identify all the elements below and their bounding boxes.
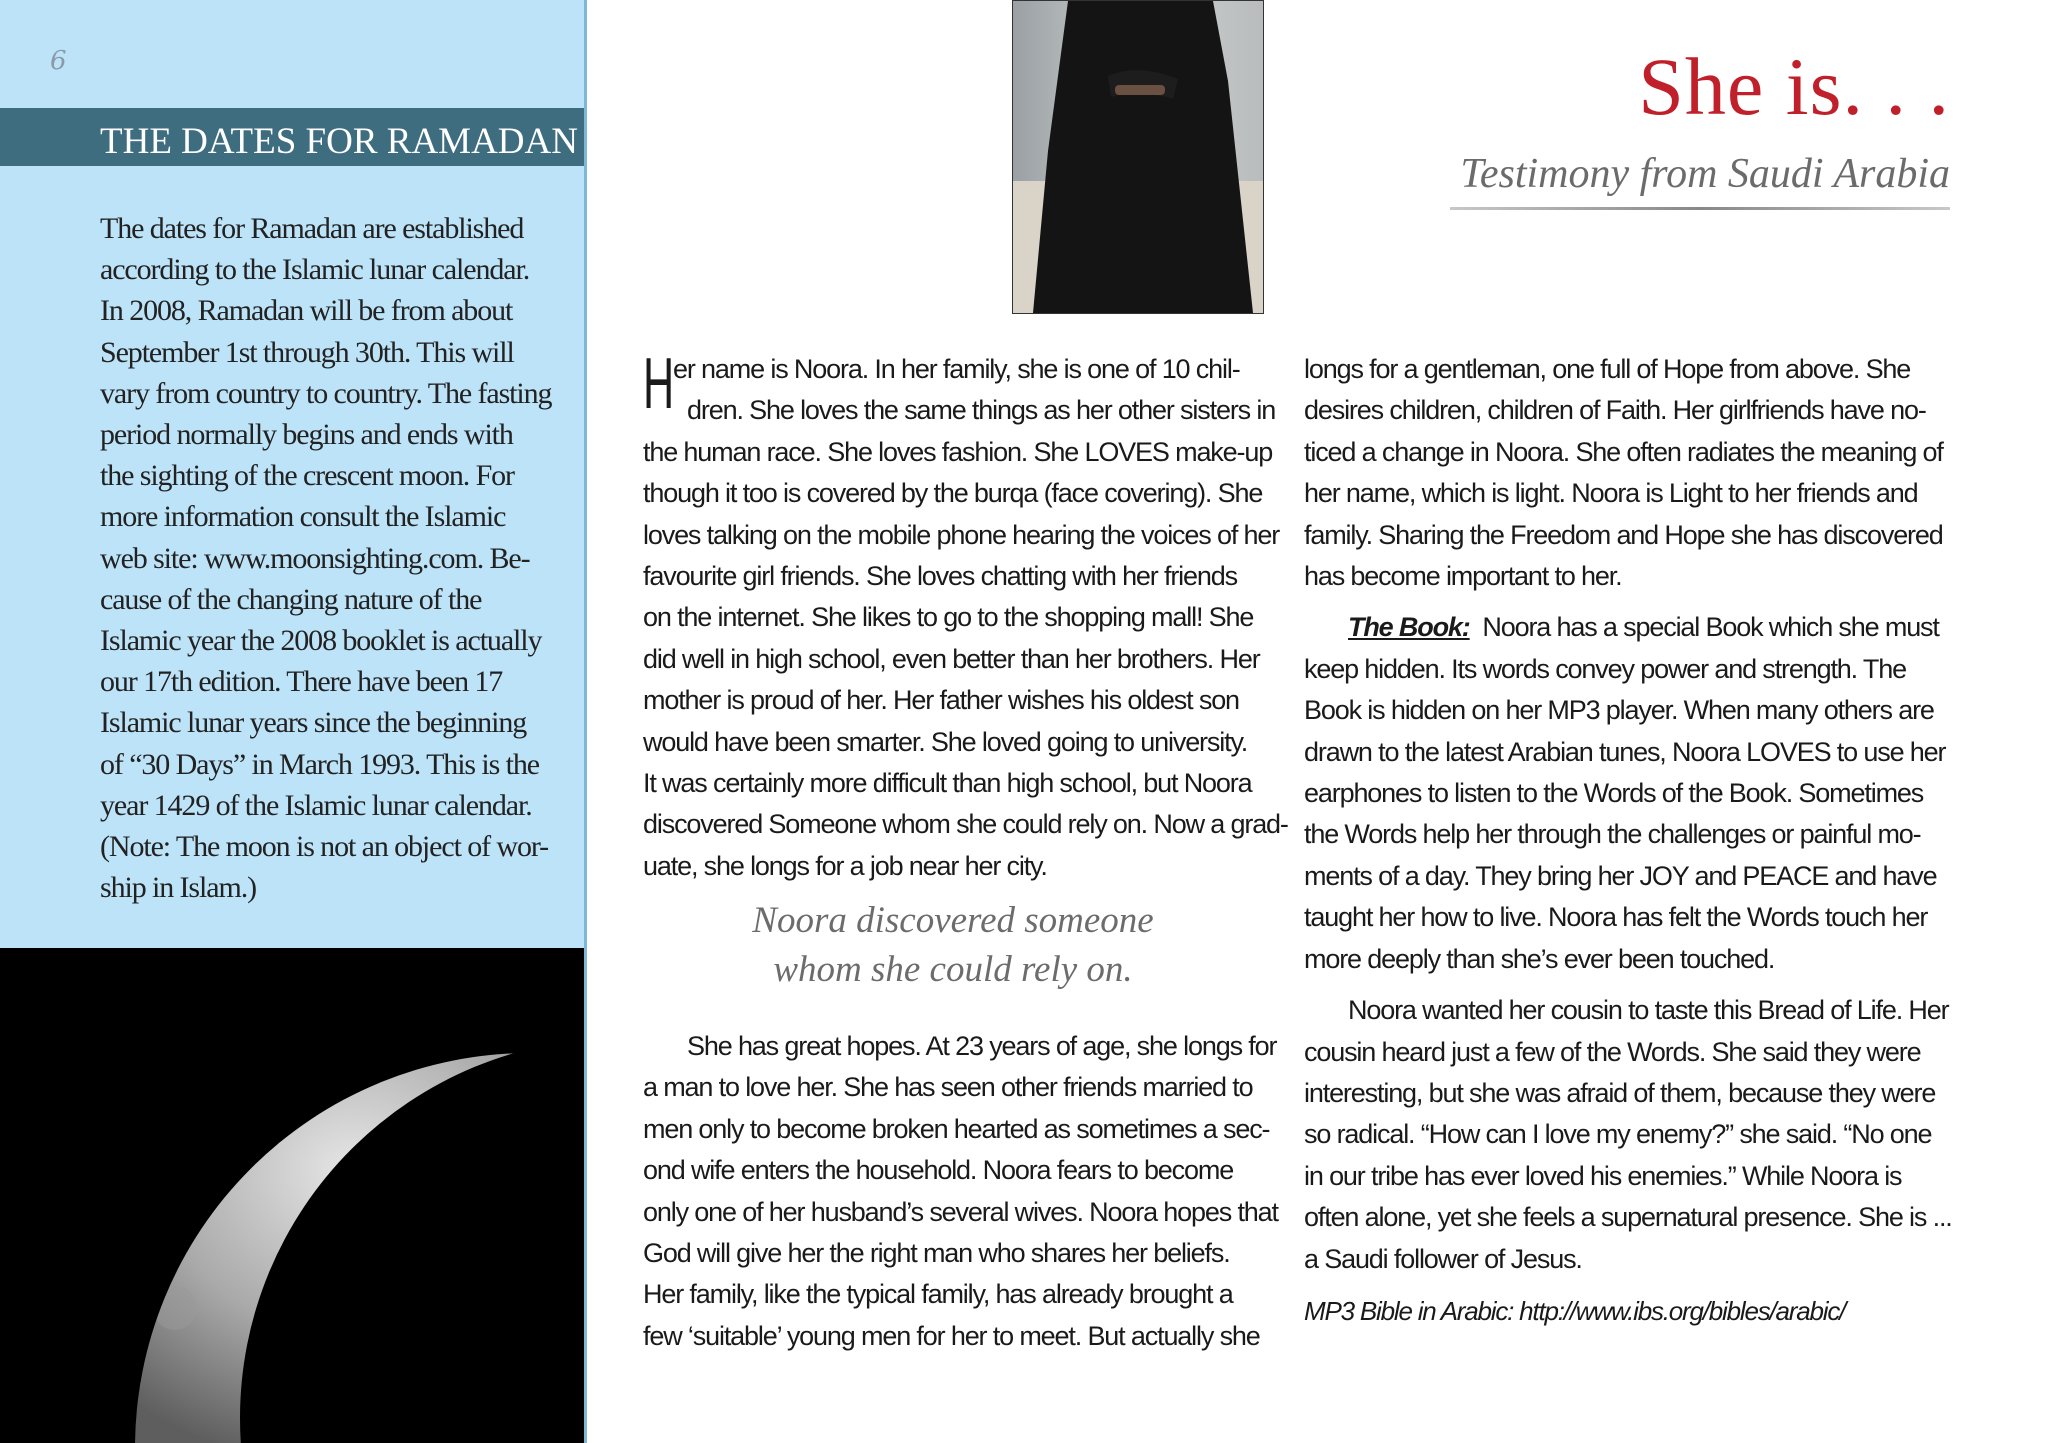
sidebar — [0, 0, 586, 1443]
sidebar-line: vary from country to country. The fasting — [100, 376, 552, 410]
paragraph-line: few ‘suitable’ young men for her to meet. But actually she — [643, 1320, 1260, 1351]
pull-quote-line: whom she could rely on. — [773, 949, 1133, 990]
paragraph-line: ments of a day. They bring her JOY and PEACE and have — [1304, 860, 1937, 891]
paragraph-line: the Words help her through the challenges or painful mo- — [1304, 819, 1921, 850]
pull-quote — [643, 896, 1263, 994]
paragraph-line: taught her how to live. Noora has felt the Words touch her — [1304, 902, 1928, 933]
paragraph-line: uate, she longs for a job near her city. — [643, 850, 1047, 881]
sidebar-line: according to the Islamic lunar calendar. — [100, 253, 530, 287]
article-title: She is. . . — [1638, 41, 1950, 132]
sidebar-body — [100, 208, 552, 908]
paragraph-line: in our tribe has ever loved his enemies.” While Noora is — [1304, 1160, 1902, 1191]
paragraph-line: cousin heard just a few of the Words. She said they were — [1304, 1036, 1921, 1067]
paragraph-line: on the internet. She likes to go to the shopping mall! She — [643, 602, 1254, 633]
paragraph-line: Her family, like the typical family, has already brought a — [643, 1279, 1233, 1310]
paragraph-line: longs for a gentleman, one full of Hope from above. She — [1304, 354, 1911, 384]
sidebar-line: period normally begins and ends with — [100, 418, 513, 452]
paragraph-line-text: Noora has a special Book which she must — [1469, 612, 1939, 643]
sidebar-line: year 1429 of the Islamic lunar calendar. — [100, 788, 532, 822]
page-number: 6 — [50, 46, 67, 76]
sidebar-line: (Note: The moon is not an object of wor- — [100, 830, 549, 864]
paragraph-line: has become important to her. — [1304, 561, 1622, 592]
paragraph-line: ticed a change in Noora. She often radiates the meaning of — [1304, 436, 1943, 467]
paragraph-line: family. Sharing the Freedom and Hope she has discovered — [1304, 519, 1943, 550]
paragraph-line: a man to love her. She has seen other friends married to — [643, 1072, 1253, 1103]
paragraph-line: loves talking on the mobile phone hearing the voices of her — [643, 519, 1280, 550]
sidebar-line: cause of the changing nature of the — [100, 582, 482, 616]
subtitle-rule — [1450, 207, 1950, 210]
paragraph-line: mother is proud of her. Her father wishes his oldest son — [643, 685, 1239, 716]
paragraph-line: keep hidden. Its words convey power and strength. The — [1304, 653, 1906, 684]
sidebar-divider — [584, 0, 587, 1443]
paragraph-line: the human race. She loves fashion. She LOVES make-up — [643, 436, 1273, 467]
paragraph-line: so radical. “How can I love my enemy?” she said. “No one — [1304, 1119, 1932, 1150]
paragraph-line: interesting, but she was afraid of them, because they were — [1304, 1077, 1936, 1108]
paragraph-line: Noora wanted her cousin to taste this Bread of Life. Her — [1348, 995, 1949, 1026]
book-label: The Book: — [1348, 612, 1470, 643]
paragraph-line: more deeply than she’s ever been touched. — [1304, 943, 1775, 974]
paragraph-line: ond wife enters the household. Noora fears to become — [643, 1155, 1234, 1186]
article-column-1 — [643, 344, 1288, 887]
sidebar-line: more information consult the Islamic — [100, 500, 506, 534]
paragraph-line: would have been smarter. She loved going to university. — [643, 726, 1248, 757]
paragraph-line: favourite girl friends. She loves chatting with her friends — [643, 561, 1237, 592]
paragraph-line: did well in high school, even better than her brothers. Her — [643, 643, 1260, 674]
sidebar-line: the sighting of the crescent moon. For — [100, 459, 514, 493]
sidebar-line: of “30 Days” in March 1993. This is the — [100, 747, 539, 781]
paragraph-line: She has great hopes. At 23 years of age, she longs for — [687, 1031, 1277, 1061]
paragraph-line: drawn to the latest Arabian tunes, Noora LOVES to use her — [1304, 736, 1946, 767]
sidebar-line: Islamic year the 2008 booklet is actually — [100, 624, 542, 658]
sidebar-line: web site: www.moonsighting.com. Be- — [100, 541, 530, 575]
paragraph-line: Book is hidden on her MP3 player. When many others are — [1304, 695, 1934, 726]
sidebar-line: September 1st through 30th. This will — [100, 335, 514, 369]
paragraph-line: dren. She loves the same things as her other sisters in — [687, 395, 1276, 426]
drop-cap: H — [643, 344, 674, 424]
paragraph-line: her name, which is light. Noora is Light to her friends and — [1304, 478, 1918, 509]
sidebar-line: In 2008, Ramadan will be from about — [100, 294, 513, 328]
sidebar-line: The dates for Ramadan are established — [100, 212, 524, 245]
paragraph-line: God will give her the right man who shares her beliefs. — [643, 1238, 1230, 1269]
paragraph-line: earphones to listen to the Words of the Book. Sometimes — [1304, 778, 1924, 809]
paragraph-line-text: er name is Noora. In her family, she is one of 10 chil- — [673, 354, 1240, 384]
paragraph-line: men only to become broken hearted as sometimes a sec- — [643, 1113, 1270, 1144]
paragraph-line: desires children, children of Faith. Her girlfriends have no- — [1304, 395, 1926, 426]
sidebar-title-bar — [0, 108, 586, 166]
sidebar-title: THE DATES FOR RAMADAN — [100, 121, 578, 162]
pull-quote-line: Noora discovered someone — [752, 900, 1154, 941]
paragraph-line: often alone, yet she feels a supernatural presence. She is ... — [1304, 1202, 1952, 1233]
woman-in-niqab-photo — [1012, 0, 1264, 314]
crescent-moon-image — [0, 948, 586, 1443]
paragraph-line: discovered Someone whom she could rely on. Now a grad- — [643, 809, 1288, 840]
paragraph-line: only one of her husband’s several wives. Noora hopes that — [643, 1196, 1278, 1227]
sidebar-panel — [0, 0, 586, 948]
paragraph-line: a Saudi follower of Jesus. — [1304, 1243, 1582, 1274]
mp3-bible-credit: MP3 Bible in Arabic: http://www.ibs.org/bibles/arabic/ — [1304, 1296, 1846, 1326]
sidebar-line: Islamic lunar years since the beginning — [100, 706, 527, 740]
paragraph-line: though it too is covered by the burqa (face covering). She — [643, 478, 1263, 509]
article-column-1-continued — [643, 1026, 1278, 1357]
article-column-2 — [1304, 349, 1952, 1280]
paragraph-line — [1304, 607, 1939, 648]
paragraph-line: It was certainly more difficult than high school, but Noora — [643, 768, 1252, 799]
sidebar-line: ship in Islam.) — [100, 871, 256, 905]
sidebar-line: our 17th edition. There have been 17 — [100, 665, 503, 699]
article-subtitle: Testimony from Saudi Arabia — [1460, 151, 1950, 197]
